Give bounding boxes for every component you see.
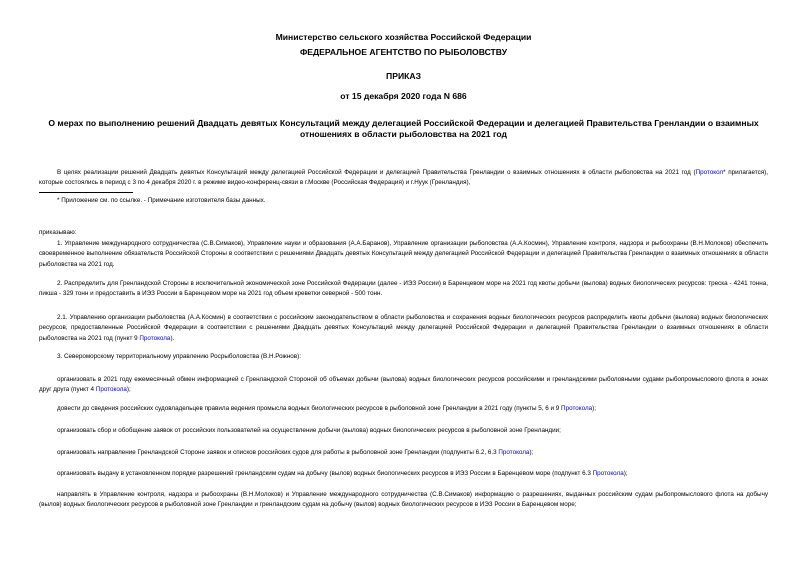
subitem-4: организовать направление Гренландской Стороне заявок и списков российских судов для работы в рыболовной зоне Гренландии (подпункты 6.2, 6.3 Протокола);	[57, 449, 534, 456]
intro-text-start: В целях реализации решений Двадцать девятых Консультаций между делегацией Российской Федерации и делегацией Правительства Гренландии о взаимных отношениях в области рыболовства на 2021 год (	[57, 169, 696, 176]
subitem-6: направлять в Управление контроля, надзора и рыбоохраны (В.Н.Молоков) и Управление международного сотрудничества (С.В.Симаков) информацию о разрешениях, выданных российским судам рыбопромыслового флота на добычу (вылов) водных биологических ресурсов в рыболовной зоне Гренландии и гренландским судам на добычу (вылов) водных биологических ресурсов в ИЭЗ России в Баренцевом море;	[39, 491, 768, 509]
subitem-3: организовать сбор и обобщение заявок от российских пользователей на осуществление добычи (вылова) водных биологических ресурсов в рыболовной зоне Гренландии;	[57, 427, 561, 434]
protocol-link[interactable]: Протокола	[592, 470, 624, 477]
protocol-link[interactable]: Протокола	[498, 449, 530, 456]
document-date-number: от 15 декабря 2020 года N 686	[340, 91, 467, 101]
document-type: ПРИКАЗ	[386, 71, 421, 81]
item-2: 2. Распределить для Гренландской Стороны в исключительной экономической зоне Российской Федерации (далее - ИЭЗ России) в Баренцевом море на 2021 год квоты добычи (вылова) водных биологических ресурсов: треска - 4241 тонна, пикша - 329 тонн и предоставить в ИЭЗ России в Баренцевом море на 2021 год объем креветки северной - 500 тонн.	[39, 280, 768, 298]
item-3: 3. Североморскому территориальному управлению Росрыболовства (В.Н.Рожнов):	[57, 353, 301, 360]
intro-text-end: * прилагается), которые состоялись в период с 3 по 4 декабря 2020 г. в режиме видео-конференц-связи в г.Москве (Российская Федерация) и г.Нуук (Гренландия),	[39, 169, 768, 187]
footnote-divider	[39, 192, 133, 193]
item-1: 1. Управление международного сотрудничества (С.В.Симаков), Управление науки и образования (А.А.Баранов), Управление организации рыболовства (А.А.Космин), Управление контроля, надзора и рыбоохраны (В.Н.Молоков) обеспечить своевременное выполнение обязательств Российской Стороны в соответствии с решениями Двадцать девятых Консультаций между делегацией Российской Федерации и делегацией Правительства Гренландии о взаимных отношениях в области рыболовства на 2021 год.	[39, 240, 768, 268]
item-2-1: 2.1. Управлению организации рыболовства (А.А.Космин) в соответствии с российским законодательством в области рыболовства и сохранения водных биологических ресурсов распределить квоты добычи (вылова) водных биологических ресурсов, предоставленные Российской Федерации в соответствии с решениями Двадцать девятых Консультаций между делегацией Российской Федерации и делегацией Правительства Гренландии о взаимных отношениях в области рыболовства на 2021 год (пункт 9 Протокола).	[39, 314, 768, 342]
document-title: О мерах по выполнению решений Двадцать девятых Консультаций между делегацией Российской Федерации и делегацией Правительства Гренландии о взаимных отношениях в области рыболовства на 2021 год	[48, 118, 759, 139]
protocol-link[interactable]: Протокол	[695, 169, 724, 176]
protocol-link[interactable]: Протокола	[139, 334, 171, 342]
subitem-5: организовать выдачу в установленном порядке разрешений гренландским судам на добычу (вылов) водных биологических ресурсов в ИЭЗ России в Баренцевом море (подпункт 6.3 Протокола);	[57, 470, 628, 477]
subitem-2: довести до сведения российских судовладельцев правила ведения промысла водных биологических ресурсов в рыболовной зоне Гренландии в 2021 году (пункты 5, 6 и 9 Протокола);	[57, 405, 596, 412]
ministry-name: Министерство сельского хозяйства Российской Федерации	[275, 32, 532, 42]
footnote: * Приложение см. по ссылке. - Примечание изготовителя базы данных.	[57, 197, 266, 204]
order-word: приказываю:	[39, 229, 77, 236]
protocol-link[interactable]: Протокола	[95, 386, 127, 394]
intro-paragraph	[39, 168, 768, 189]
agency-name: ФЕДЕРАЛЬНОЕ АГЕНТСТВО ПО РЫБОЛОВСТВУ	[299, 47, 508, 57]
protocol-link[interactable]: Протокола	[561, 405, 593, 412]
subitem-1: организовать в 2021 году ежемесячный обмен информацией с Гренландской Стороной об объемах добычи (вылова) водных биологических ресурсов российскими и гренландскими рыболовными судами рыбопромыслового флота в зонах друг друга (пункт 4 Протокола);	[39, 376, 768, 394]
